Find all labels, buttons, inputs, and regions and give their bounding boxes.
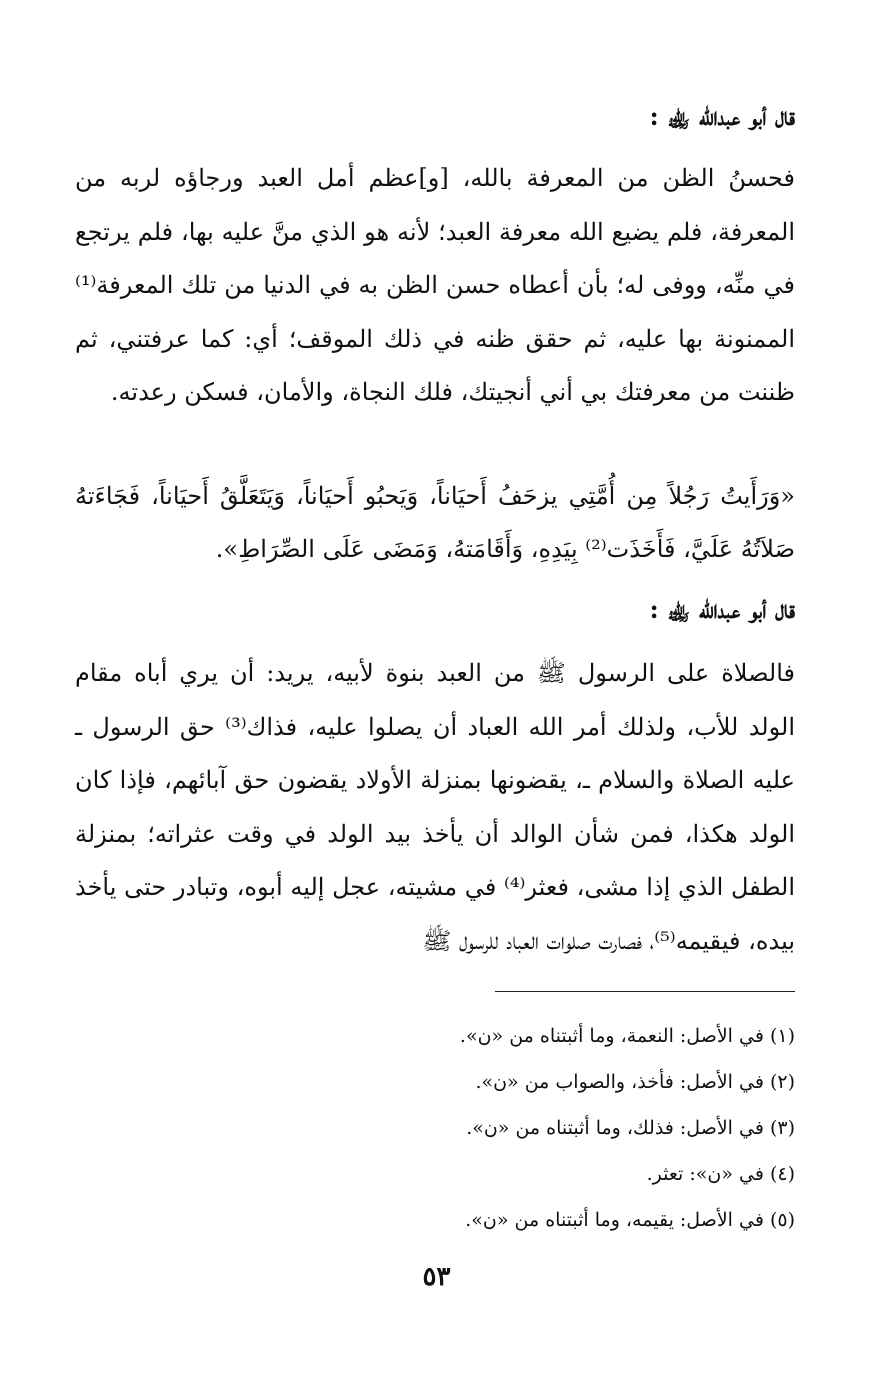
hadith-quote: «وَرَأَيتُ رَجُلاً مِن أُمَّتِي يزحَفُ أَحيَاناً، وَيَحبُو أَحيَاناً، وَيَتَعَلَّقُ أَحيَاناً، فَجَاءَتهُ صَلاَتُهُ عَلَيَّ، فَأَخَذَت⁽²⁾ بِيَدِهِ، وَأَقَامَتهُ، وَمَضَى عَلَى الصِّرَاطِ». [75, 482, 795, 563]
footnote: (٢) في الأصل: فأخذ، والصواب من «ن». [475, 1071, 795, 1093]
paragraph-1: فحسنُ الظن من المعرفة بالله، [و]عظم أمل العبد ورجاؤه لربه من المعرفة، فلم يضيع الله معرفة العبد؛ لأنه هو الذي منَّ عليه بها، فلم يرتجع في منِّه، ووفى له؛ بأن أعطاه حسن الظن به في الدنيا من تلك المعرفة⁽¹⁾ الممنونة بها عليه، ثم حقق ظنه في ذلك الموقف؛ أي: كما عرفتني، ثم ظننت من معرفتك بي أني أنجيتك، فلك النجاة، والأمان، فسكن رعدته. [75, 164, 795, 406]
footnote-divider [495, 991, 795, 992]
section-heading-1: قال أبو عبدالله ﵀ : [649, 102, 795, 131]
footnote: (٥) في الأصل: يقيمه، وما أثبتناه من «ن». [465, 1209, 795, 1231]
paragraph-2: فالصلاة على الرسول ﷺ من العبد بنوة لأبيه، يريد: أن يري أباه مقام الولد للأب، ولذلك أمر الله العباد أن يصلوا عليه، فذاك⁽³⁾ حق الرسول ـ عليه الصلاة والسلام ـ، يقضونها بمنزلة الأولاد يقضون حق آبائهم، فإذا كان الولد هكذا، فمن شأن الوالد أن يأخذ بيد الولد في وقت عثراته؛ بمنزلة الطفل الذي إذا مشى، فعثر⁽⁴⁾ في مشيته، عجل إليه أبوه، وتبادر حتى يأخذ بيده، فيقيمه⁽⁵⁾، فصارت صلوات العباد للرسول ﷺ [75, 659, 795, 955]
section-heading-2: قال أبو عبدالله ﵀ : [649, 595, 795, 624]
footnote: (٣) في الأصل: فذلك، وما أثبتناه من «ن». [466, 1117, 795, 1139]
footnotes-list [75, 1013, 795, 1243]
footnote: (١) في الأصل: النعمة، وما أثبتناه من «ن». [459, 1025, 795, 1047]
footnote: (٤) في «ن»: تعثر. [646, 1163, 795, 1185]
page-number: ٥٣ [422, 1262, 451, 1292]
